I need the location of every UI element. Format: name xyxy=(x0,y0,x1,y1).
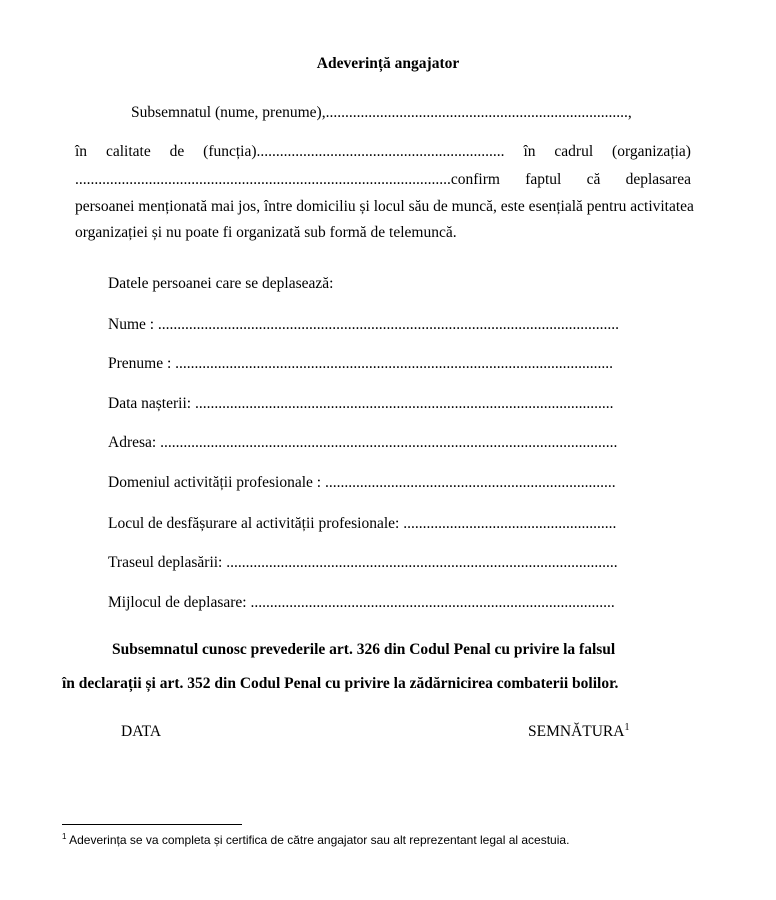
intro-line-3-word: că xyxy=(586,171,601,188)
footnote-mark: 1 xyxy=(62,832,67,841)
footnote xyxy=(62,832,569,848)
intro-line-2-word: în xyxy=(75,143,88,160)
field-traseul: Traseul deplasării: ..................................................................................................... xyxy=(108,554,618,571)
intro-line-4: persoanei menționată mai jos, între domiciliu și locul său de muncă, este esențială pentru activitatea xyxy=(75,198,694,215)
intro-line-2 xyxy=(75,142,691,162)
field-nume: Nume : ....................................................................................................................... xyxy=(108,316,620,333)
signature-text: SEMNĂTURA xyxy=(528,723,625,740)
footnote-separator xyxy=(62,824,242,825)
declaration-line-2: în declarații și art. 352 din Codul Penal cu privire la zădărnicirea combaterii bolilor. xyxy=(62,675,619,692)
intro-line-2-word: calitate xyxy=(105,143,151,160)
declaration-line-1: Subsemnatul cunosc prevederile art. 326 din Codul Penal cu privire la falsul xyxy=(112,641,616,658)
intro-line-2-word: (funcția)................................................................ xyxy=(203,143,505,160)
field-data-nasterii: Data nașterii: ............................................................................................................ xyxy=(108,395,614,412)
intro-line-3-word: deplasarea xyxy=(625,171,691,188)
intro-line-3 xyxy=(75,170,691,190)
field-locul: Locul de desfășurare al activității profesionale: ....................................................... xyxy=(108,515,617,532)
intro-line-2-word: în xyxy=(523,143,536,160)
intro-line-3-word: faptul xyxy=(525,171,562,188)
field-domeniul: Domeniul activității profesionale : ........................................................................... xyxy=(108,474,616,491)
intro-line-2-word: (organizația) xyxy=(612,143,691,160)
intro-line-2-word: cadrul xyxy=(554,143,594,160)
intro-line-5: organizației și nu poate fi organizată sub formă de telemuncă. xyxy=(75,224,457,241)
person-data-header: Datele persoanei care se deplasează: xyxy=(108,275,334,292)
signature-label xyxy=(528,722,629,742)
intro-line-3-word: .................................................................................................confirm xyxy=(75,171,500,188)
field-adresa: Adresa: ...................................................................................................................... xyxy=(108,434,618,451)
field-mijlocul: Mijlocul de deplasare: .............................................................................................. xyxy=(108,594,615,611)
field-prenume: Prenume : ................................................................................................................. xyxy=(108,355,614,372)
intro-line-2-word: de xyxy=(169,143,185,160)
footnote-text: Adeverința se va completa și certifica de către angajator sau alt reprezentant legal al acestuia. xyxy=(69,833,570,847)
footnote-reference: 1 xyxy=(624,721,630,733)
intro-line-1: Subsemnatul (nume, prenume),.............................................................................., xyxy=(131,104,632,121)
date-label: DATA xyxy=(121,723,162,740)
document-title: Adeverință angajator xyxy=(316,55,460,72)
